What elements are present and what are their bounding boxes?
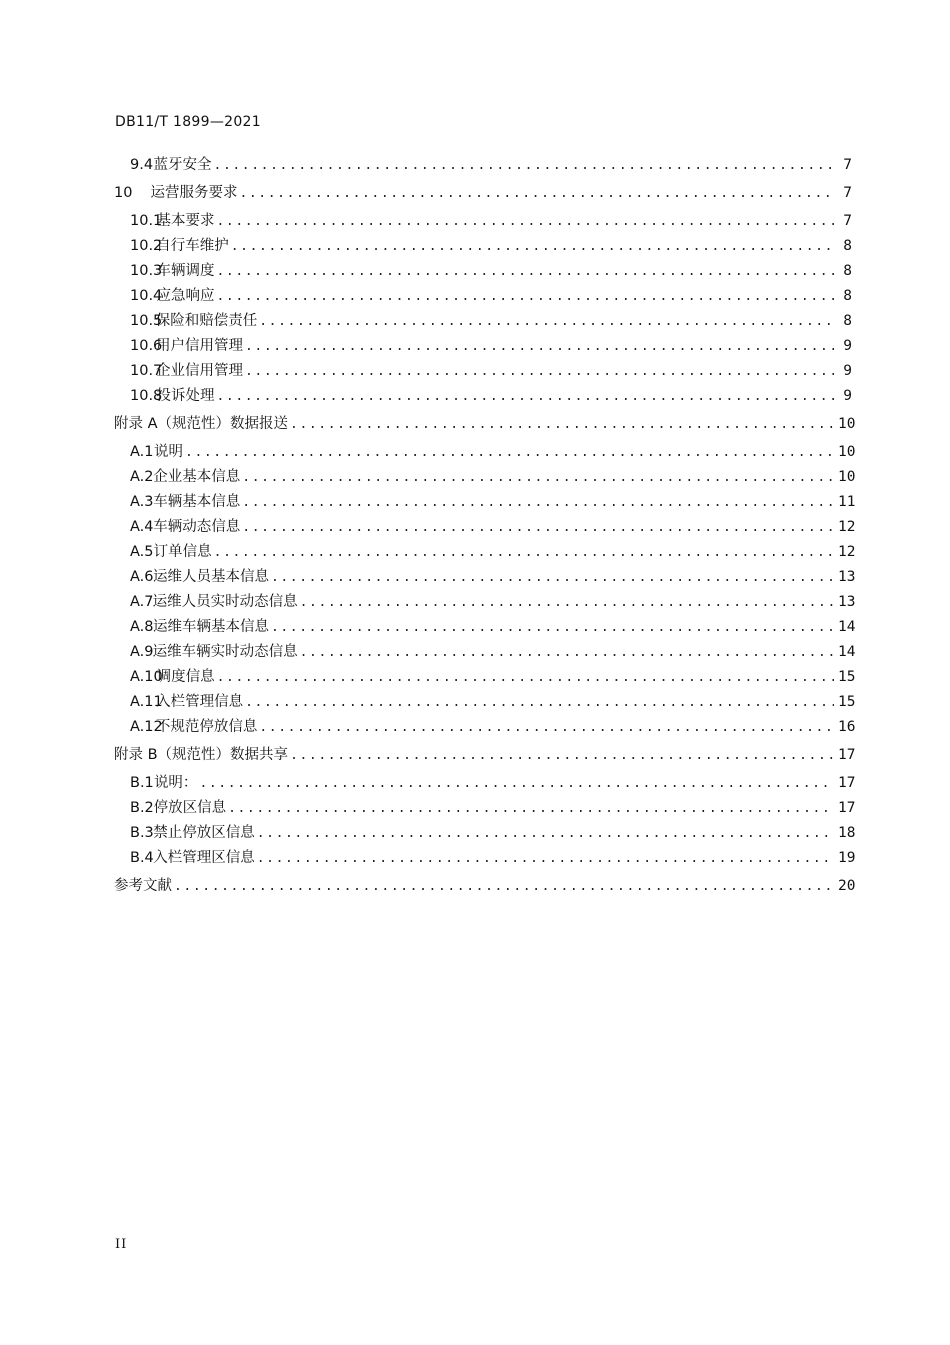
toc-dot-leader (217, 665, 834, 690)
toc-entry-page: 11 (838, 494, 856, 510)
toc-entry-page: 15 (838, 669, 856, 685)
toc-entry[interactable] (114, 334, 852, 359)
toc-entry-number: 10.5 (130, 313, 163, 329)
toc-entry-title: 车辆动态信息 (153, 519, 241, 535)
toc-entry-title: 用户信用管理 (155, 338, 243, 354)
toc-entry[interactable] (114, 796, 856, 821)
toc-entry-number: A.12 (130, 719, 163, 735)
toc-dot-leader (216, 259, 834, 284)
toc-entry-page: 10 (838, 469, 856, 485)
toc-entry-number: A.5 (130, 544, 154, 560)
toc-entry[interactable] (114, 465, 856, 490)
toc-entry-title: 不规范停放信息 (155, 719, 258, 735)
toc-entry-title: 企业信用管理 (155, 363, 243, 379)
toc-entry[interactable] (114, 209, 852, 234)
toc-entry-title: 调度信息 (156, 669, 215, 685)
toc-entry[interactable] (114, 715, 856, 740)
toc-entry-title: 运维车辆基本信息 (152, 619, 269, 635)
toc-entry-number: 10.7 (130, 363, 163, 379)
toc-entry[interactable] (114, 615, 856, 640)
toc-entry-number: B.1 (130, 775, 154, 791)
toc-entry-title: 停放区信息 (153, 800, 227, 816)
toc-entry-title: 应急响应 (156, 288, 215, 304)
toc-entry[interactable] (114, 284, 852, 309)
toc-entry-page: 9 (843, 363, 852, 379)
toc-dot-leader (242, 515, 834, 540)
toc-entry-page: 13 (838, 594, 856, 610)
toc-entry-number: A.7 (130, 594, 154, 610)
toc-entry-number: 9.4 (130, 157, 154, 173)
toc-entry[interactable] (114, 359, 852, 384)
toc-entry-number: A.1 (130, 444, 154, 460)
toc-entry-number: 10 (114, 185, 133, 201)
toc-entry-number: A.2 (130, 469, 154, 485)
toc-dot-leader (271, 615, 834, 640)
toc-entry[interactable] (114, 771, 856, 796)
toc-dot-leader (245, 690, 834, 715)
toc-entry-title: 基本要求 (156, 213, 215, 229)
toc-entry-page: 14 (838, 644, 856, 660)
toc-entry-title: 附录 A（规范性）数据报送 (114, 416, 289, 432)
toc-entry-number: A.10 (130, 669, 163, 685)
toc-dot-leader (257, 846, 834, 871)
toc-entry-title: 保险和赔偿责任 (155, 313, 258, 329)
toc-entry-page: 20 (838, 878, 856, 894)
toc-dot-leader (216, 284, 834, 309)
toc-entry[interactable] (114, 490, 856, 515)
toc-dot-leader (259, 715, 834, 740)
toc-entry[interactable] (114, 259, 852, 284)
toc-entry-number: 10.8 (130, 388, 163, 404)
toc-dot-leader (290, 740, 834, 771)
toc-entry-number: A.9 (130, 644, 154, 660)
toc-entry-title: 自行车维护 (156, 238, 229, 254)
toc-dot-leader (300, 590, 834, 615)
toc-entry[interactable] (114, 153, 852, 178)
toc-dot-leader (271, 565, 834, 590)
toc-entry[interactable] (114, 665, 856, 690)
toc-entry-page: 8 (843, 263, 852, 279)
toc-entry-title: 蓝牙安全 (153, 157, 212, 173)
toc-entry-title: 说明： (153, 775, 198, 791)
toc-entry-number: A.8 (130, 619, 154, 635)
toc-entry-title: 附录 B（规范性）数据共享 (114, 747, 289, 763)
toc-entry[interactable] (114, 384, 852, 409)
toc-entry-number: B.4 (130, 850, 154, 866)
toc-entry-title: 运营服务要求 (150, 185, 238, 201)
toc-entry-page: 10 (838, 444, 856, 460)
toc-entry-number: A.3 (130, 494, 154, 510)
toc-entry-page: 7 (843, 213, 852, 229)
toc-entry-page: 9 (843, 388, 852, 404)
toc-entry[interactable] (114, 440, 856, 465)
toc-dot-leader (259, 309, 834, 334)
document-code: DB11/T 1899—2021 (115, 114, 261, 130)
toc-dot-leader (257, 821, 834, 846)
toc-entry-number: A.6 (130, 569, 154, 585)
page-number: II (115, 1237, 128, 1252)
toc-dot-leader (228, 796, 834, 821)
toc-entry-title: 参考文献 (114, 878, 172, 894)
toc-entry-title: 运维人员基本信息 (152, 569, 269, 585)
toc-entry-number: 10.1 (130, 213, 163, 229)
toc-entry-page: 10 (838, 416, 856, 432)
toc-entry-title: 入栏管理区信息 (153, 850, 255, 866)
toc-entry-title: 企业基本信息 (153, 469, 241, 485)
toc-entry-page: 7 (843, 185, 852, 201)
toc-entry-number: B.3 (130, 825, 154, 841)
toc-entry[interactable] (114, 515, 856, 540)
toc-entry-number: A.11 (130, 694, 163, 710)
toc-entry[interactable] (114, 409, 856, 440)
toc-dot-leader (185, 440, 834, 465)
toc-entry-page: 17 (838, 800, 856, 816)
toc-entry-page: 12 (838, 544, 856, 560)
toc-entry-page: 15 (838, 694, 856, 710)
toc-entry-page: 17 (838, 747, 856, 763)
toc-entry[interactable] (114, 690, 856, 715)
toc-entry[interactable] (114, 178, 852, 209)
toc-entry-title: 订单信息 (153, 544, 212, 560)
toc-entry-page: 7 (843, 157, 852, 173)
toc-entry-page: 14 (838, 619, 856, 635)
toc-dot-leader (242, 465, 834, 490)
toc-entry[interactable] (114, 234, 852, 259)
toc-entry-title: 运维车辆实时动态信息 (152, 644, 298, 660)
toc-entry-page: 17 (838, 775, 856, 791)
toc-entry[interactable] (114, 871, 856, 902)
toc-entry[interactable] (114, 590, 856, 615)
toc-entry-number: B.2 (130, 800, 154, 816)
toc-entry-number: 10.3 (130, 263, 163, 279)
toc-entry-number: 10.4 (130, 288, 163, 304)
toc-dot-leader (242, 490, 834, 515)
toc-dot-leader (216, 384, 834, 409)
toc-entry[interactable] (114, 565, 856, 590)
toc-entry[interactable] (114, 540, 856, 565)
toc-entry-page: 19 (838, 850, 856, 866)
toc-entry-page: 8 (843, 288, 852, 304)
toc-entry-title: 运维人员实时动态信息 (152, 594, 298, 610)
toc-dot-leader (290, 409, 834, 440)
toc-entry-page: 18 (838, 825, 856, 841)
toc-entry[interactable] (114, 821, 856, 846)
toc-entry-title: 说明 (154, 444, 184, 460)
toc-entry-title: 投诉处理 (156, 388, 215, 404)
toc-dot-leader (239, 178, 834, 209)
toc-entry-title: 车辆基本信息 (153, 494, 241, 510)
toc-entry-number: 10.6 (130, 338, 163, 354)
toc-dot-leader (245, 334, 834, 359)
toc-dot-leader (214, 153, 834, 178)
toc-entry-page: 8 (843, 238, 852, 254)
toc-dot-leader (199, 771, 834, 796)
toc-dot-leader (216, 209, 834, 234)
toc-entry-page: 13 (838, 569, 856, 585)
toc-entry[interactable] (114, 640, 856, 665)
toc-entry[interactable] (114, 309, 852, 334)
toc-entry-title: 入栏管理信息 (156, 694, 244, 710)
toc-entry[interactable] (114, 846, 856, 871)
toc-entry-page: 12 (838, 519, 856, 535)
toc-entry-title: 车辆调度 (156, 263, 215, 279)
toc-entry[interactable] (114, 740, 856, 771)
toc-entry-number: A.4 (130, 519, 154, 535)
table-of-contents (114, 153, 856, 902)
toc-entry-page: 9 (843, 338, 852, 354)
toc-entry-title: 禁止停放区信息 (153, 825, 255, 841)
toc-dot-leader (245, 359, 834, 384)
toc-dot-leader (231, 234, 834, 259)
toc-entry-page: 16 (838, 719, 856, 735)
toc-dot-leader (174, 871, 834, 902)
toc-entry-page: 8 (843, 313, 852, 329)
toc-entry-number: 10.2 (130, 238, 163, 254)
toc-dot-leader (214, 540, 834, 565)
toc-dot-leader (300, 640, 834, 665)
